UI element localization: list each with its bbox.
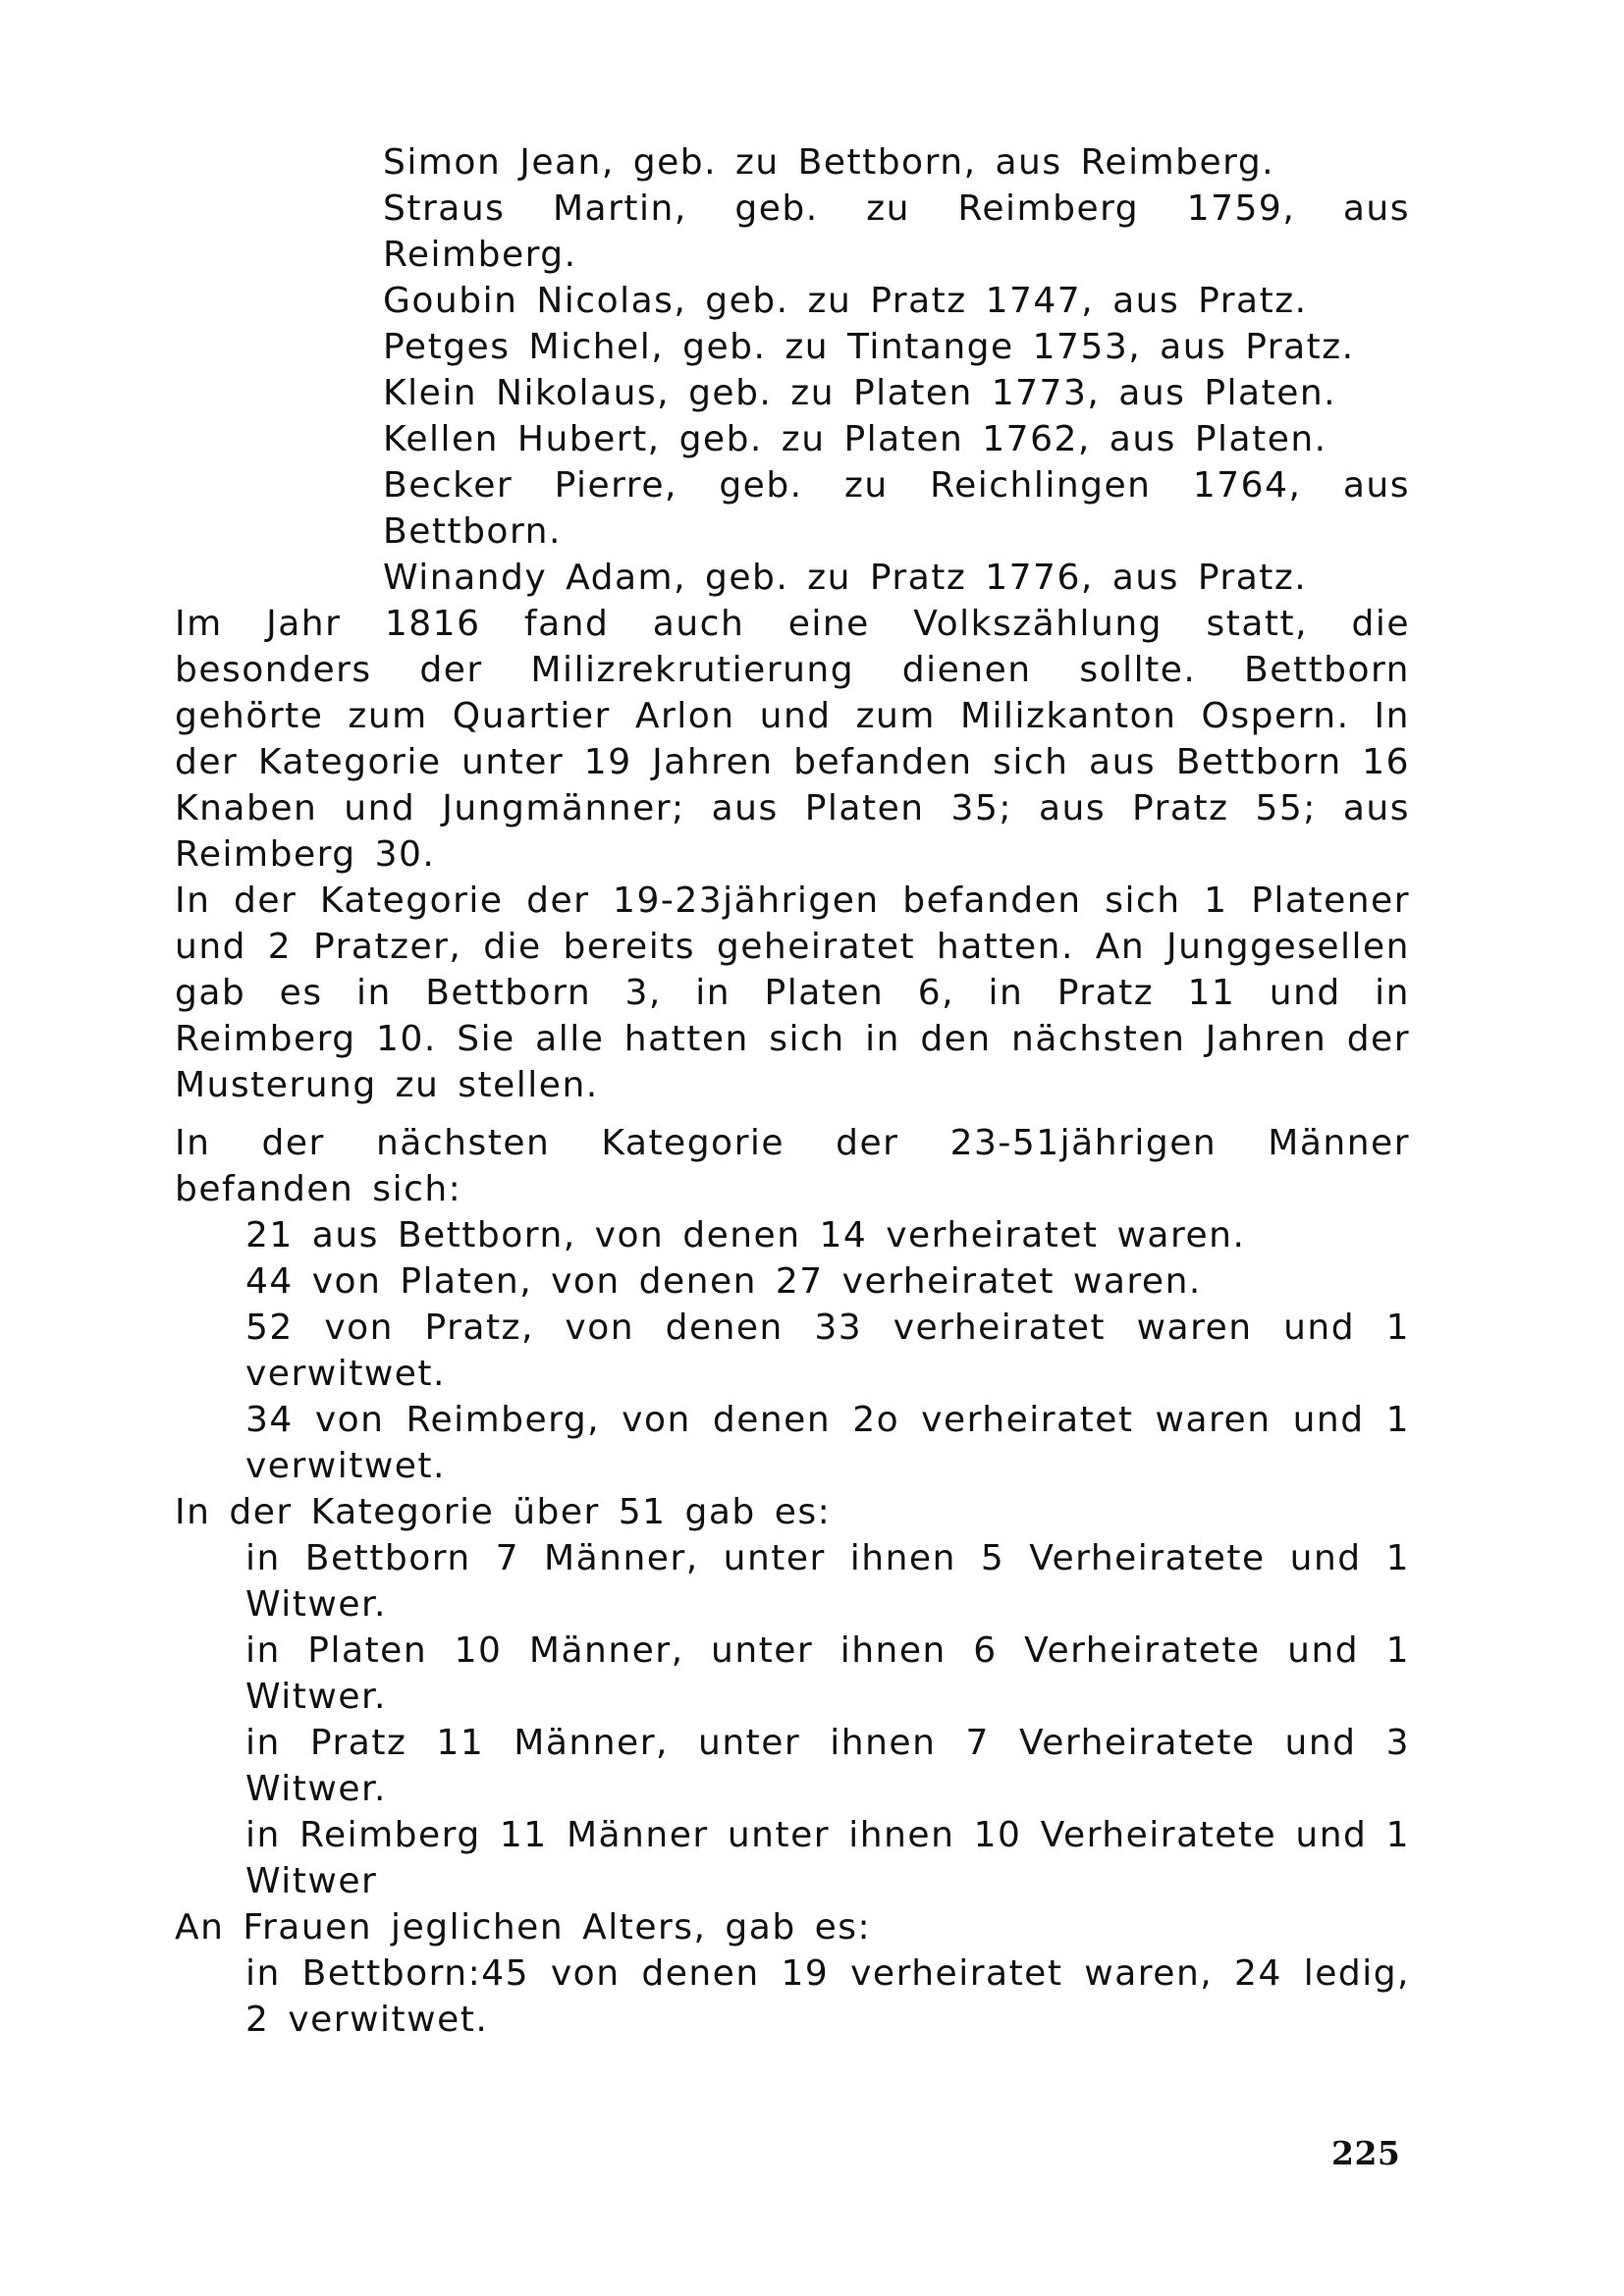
age-23-51-item: 52 von Pratz, von denen 33 verheiratet waren und 1 verwitwet. (245, 1308, 1410, 1394)
page-body (175, 139, 1410, 2043)
recruit-entry: Becker Pierre, geb. zu Reichlingen 1764, aus Bettborn. (383, 465, 1410, 552)
recruit-entry: Goubin Nicolas, geb. zu Pratz 1747, aus Pratz. (383, 281, 1308, 321)
recruit-entry: Klein Nikolaus, geb. zu Platen 1773, aus Platen. (383, 373, 1337, 413)
recruit-entry: Straus Martin, geb. zu Reimberg 1759, aus Reimberg. (383, 188, 1410, 275)
recruit-entry: Kellen Hubert, geb. zu Platen 1762, aus Platen. (383, 419, 1327, 459)
over-51-intro: In der Kategorie über 51 gab es: (175, 1492, 832, 1532)
age-23-51-item: 44 von Platen, von denen 27 verheiratet waren. (245, 1261, 1202, 1302)
over-51-item: in Reimberg 11 Männer unter ihnen 10 Verheiratete und 1 Witwer (245, 1815, 1410, 1901)
over-51-item: in Pratz 11 Männer, unter ihnen 7 Verheiratete und 3 Witwer. (245, 1723, 1410, 1809)
women-item: in Bettborn:45 von denen 19 verheiratet waren, 24 ledig, 2 verwitwet. (245, 1953, 1410, 2040)
recruit-entry: Simon Jean, geb. zu Bettborn, aus Reimberg. (383, 142, 1275, 183)
age-23-51-intro: In der nächsten Kategorie der 23-51jährigen Männer befanden sich: (175, 1123, 1410, 1209)
page-number: 225 (1331, 2134, 1401, 2172)
age-19-23-paragraph: In der Kategorie der 19-23jährigen befanden sich 1 Platener und 2 Pratzer, die bereits geheiratet hatten. An Junggesellen gab es in Bettborn 3, in Platen 6, in Pratz 11 und in Reimberg 10. Sie alle hatten sich in den nächsten Jahren der Musterung zu stellen. (175, 881, 1410, 1105)
recruit-entry: Winandy Adam, geb. zu Pratz 1776, aus Pratz. (383, 558, 1308, 598)
age-23-51-item: 21 aus Bettborn, von denen 14 verheiratet waren. (245, 1215, 1246, 1255)
age-23-51-item: 34 von Reimberg, von denen 2o verheiratet waren und 1 verwitwet. (245, 1400, 1410, 1486)
women-intro: An Frauen jeglichen Alters, gab es: (175, 1907, 872, 1948)
over-51-item: in Platen 10 Männer, unter ihnen 6 Verheiratete und 1 Witwer. (245, 1630, 1410, 1717)
recruit-entry: Petges Michel, geb. zu Tintange 1753, aus Pratz. (383, 327, 1355, 367)
census-paragraph: Im Jahr 1816 fand auch eine Volkszählung statt, die besonders der Milizrekrutierung dienen sollte. Bettborn gehörte zum Quartier Arlon und zum Milizkanton Ospern. In der Kategorie unter 19 Jahren befanden sich aus Bettborn 16 Knaben und Jungmänner; aus Platen 35; aus Pratz 55; aus Reimberg 30. (175, 604, 1410, 875)
over-51-item: in Bettborn 7 Männer, unter ihnen 5 Verheiratete und 1 Witwer. (245, 1538, 1410, 1625)
